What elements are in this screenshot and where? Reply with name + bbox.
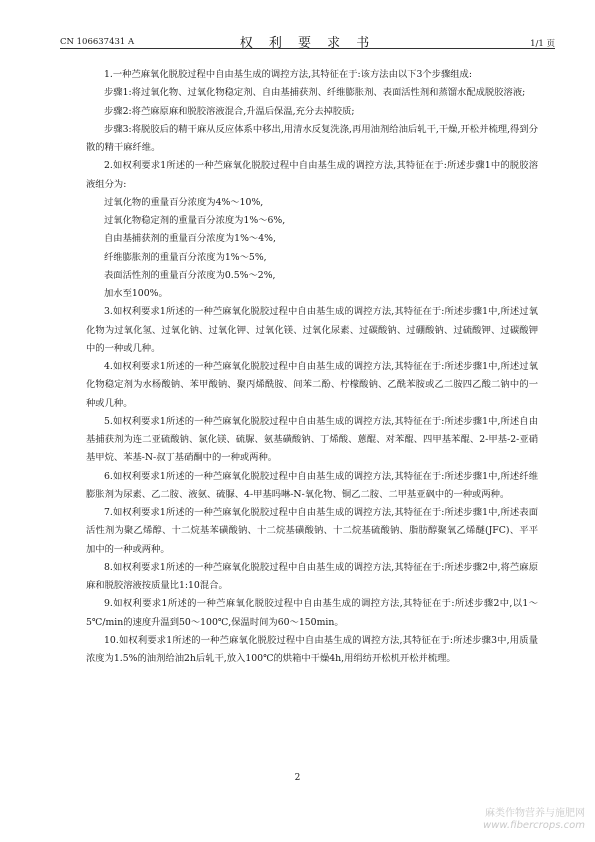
watermark-name: 麻类作物营养与施肥网 xyxy=(485,808,585,819)
page-indicator: 1/1 页 xyxy=(530,39,555,49)
claim-7: 7.如权利要求1所述的一种苎麻氧化脱胶过程中自由基生成的调控方法,其特征在于:所述步骤1中,所述表面活性剂为聚乙烯醇、十二烷基苯磺酸钠、十二烷基磺酸钠、十二烷基硫酸钠、脂肪醇聚氧乙烯醚(JFC)、平平加中的一种或两种。 xyxy=(86,507,538,555)
site-watermark xyxy=(483,808,585,832)
claim-9: 9.如权利要求1所述的一种苎麻氧化脱胶过程中自由基生成的调控方法,其特征在于:所述步骤2中,以1～5℃/min的速度升温到50～100℃,保温时间为60～150min。 xyxy=(86,598,538,628)
claim-2-component: 过氧化物的重量百分浓度为4%～10%, xyxy=(104,196,264,208)
claim-1-step-2: 步骤2:将苎麻原麻和脱胶溶液混合,升温后保温,充分去掉胶质; xyxy=(104,105,355,117)
claim-1-step-1: 步骤1:将过氧化物、过氧化物稳定剂、自由基捕获剂、纤维膨胀剂、表面活性剂和蒸馏水配成脱胶溶液; xyxy=(104,87,526,99)
claim-4: 4.如权利要求1所述的一种苎麻氧化脱胶过程中自由基生成的调控方法,其特征在于:所述步骤1中,所述过氧化物稳定剂为水杨酸钠、苯甲酸钠、聚丙烯酰胺、间苯二酚、柠檬酸钠、乙酰苯胺或乙二胺四乙酸二钠中的一种或几种。 xyxy=(86,361,538,409)
claim-2-component: 表面活性剂的重量百分浓度为0.5%～2%, xyxy=(104,269,276,281)
claim-2-component: 加水至100%。 xyxy=(104,288,168,299)
claim-10: 10.如权利要求1所述的一种苎麻氧化脱胶过程中自由基生成的调控方法,其特征在于:所述步骤3中,用质量浓度为1.5%的油剂给油2h后轧干,放入100℃的烘箱中干燥4h,用绢纺开松机开松并梳理。 xyxy=(86,634,538,664)
claim-2-component: 自由基捕获剂的重量百分浓度为1%～4%, xyxy=(104,233,276,245)
claim-2-component: 纤维膨胀剂的重量百分浓度为1%～5%, xyxy=(104,251,267,263)
claim-8: 8.如权利要求1所述的一种苎麻氧化脱胶过程中自由基生成的调控方法,其特征在于:所述步骤2中,将苎麻原麻和脱胶溶液按质量比1:10混合。 xyxy=(86,561,538,591)
claim-1-step-3: 步骤3:将脱胶后的精干麻从反应体系中移出,用清水反复洗涤,再用油剂给油后轧干,干燥,开松并梳理,得到分散的精干麻纤维。 xyxy=(86,123,538,153)
document-title: 权 利 要 求 书 xyxy=(239,36,376,51)
claim-6: 6.如权利要求1所述的一种苎麻氧化脱胶过程中自由基生成的调控方法,其特征在于:所述步骤1中,所述纤维膨胀剂为尿素、乙二胺、液氨、硫脲、4-甲基吗啉-N-氧化物、铜乙二胺、二甲基亚砜中的一种或两种。 xyxy=(86,470,538,500)
claim-3: 3.如权利要求1所述的一种苎麻氧化脱胶过程中自由基生成的调控方法,其特征在于:所述步骤1中,所述过氧化物为过氧化氢、过氧化钠、过氧化钾、过氧化镁、过氧化尿素、过碳酸钠、过硼酸钠、过硫酸钾、过碳酸钾中的一种或几种。 xyxy=(86,306,538,354)
claim-1: 1.一种苎麻氧化脱胶过程中自由基生成的调控方法,其特征在于:该方法由以下3个步骤组成: xyxy=(104,69,472,80)
claim-2-component: 过氧化物稳定剂的重量百分浓度为1%～6%, xyxy=(104,215,286,226)
claim-2: 2.如权利要求1所述的一种苎麻氧化脱胶过程中自由基生成的调控方法,其特征在于:所述步骤1中的脱胶溶液组分为: xyxy=(86,160,538,190)
page-header xyxy=(60,30,555,49)
page-number: 2 xyxy=(294,773,301,783)
claims-body xyxy=(86,66,538,668)
watermark-url: www.fibercrops.com xyxy=(483,820,585,831)
claim-5: 5.如权利要求1所述的一种苎麻氧化脱胶过程中自由基生成的调控方法,其特征在于:所述步骤1中,所述自由基捕获剂为连二亚硫酸钠、氯化镁、硫脲、氨基磺酸钠、丁烯酸、蒽醌、对苯醌、四甲基苯醌、2-甲基-2-亚硝基甲烷、苯基-N-叔丁基硝酮中的一种或两种。 xyxy=(86,415,538,464)
publication-number: CN 106637431 A xyxy=(60,37,135,47)
